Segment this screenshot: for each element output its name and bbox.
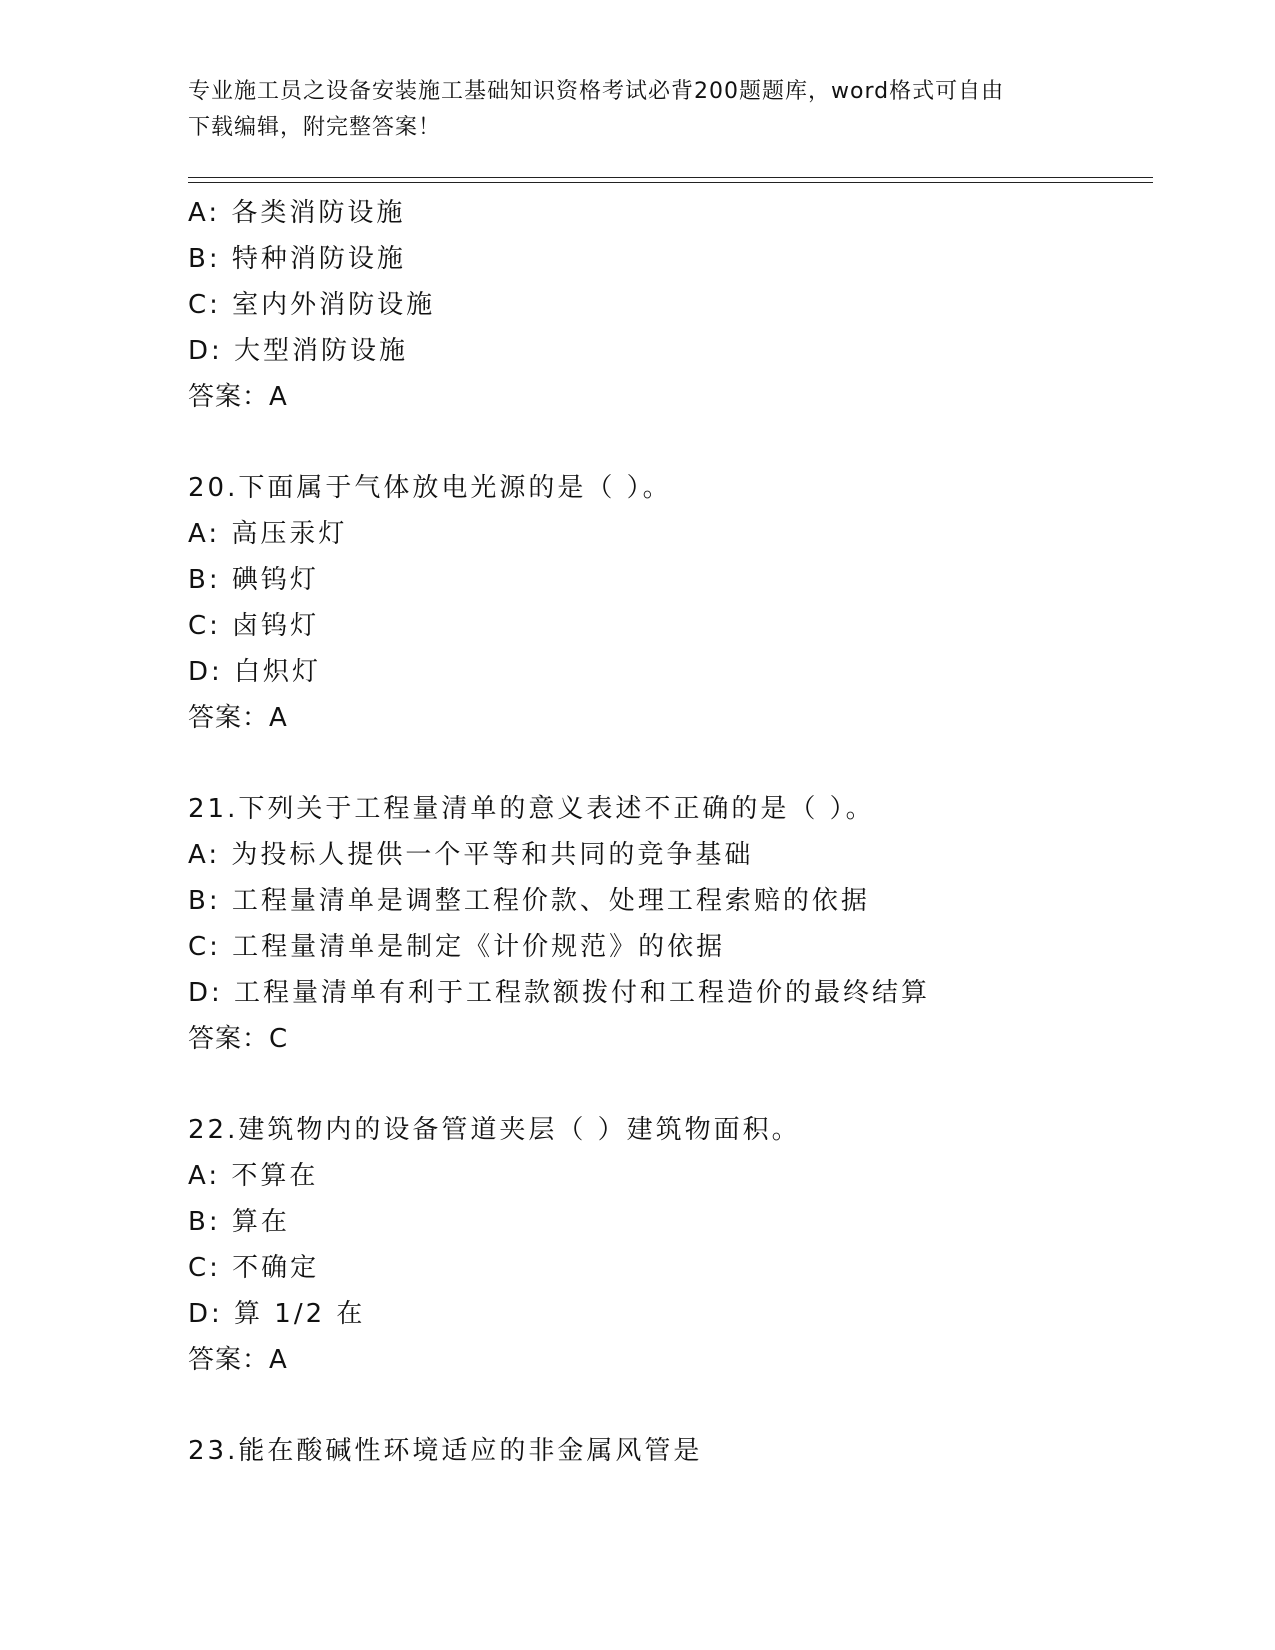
option-c: C: 室内外消防设施 (188, 290, 436, 320)
document-header (188, 74, 1088, 146)
answer-line: 答案：A (188, 1345, 288, 1375)
option-a: A: 不算在 (188, 1161, 319, 1191)
question-block-19 (188, 190, 1153, 420)
question-list (188, 190, 1153, 1474)
header-line-1: 专业施工员之设备安装施工基础知识资格考试必背200题题库，word格式可自由 (188, 79, 1005, 104)
option-b: B: 算在 (188, 1207, 290, 1237)
answer-line: 答案：A (188, 703, 288, 733)
question-block-21 (188, 786, 1153, 1062)
spacer (188, 741, 1153, 786)
answer-line: 答案：A (188, 382, 288, 412)
option-a: A: 为投标人提供一个平等和共同的竞争基础 (188, 840, 754, 870)
question-text: 21.下列关于工程量清单的意义表述不正确的是（ ）。 (188, 794, 875, 824)
option-d: D: 大型消防设施 (188, 336, 409, 366)
option-b: B: 碘钨灯 (188, 565, 319, 595)
option-a: A: 高压汞灯 (188, 519, 348, 549)
header-rule-bottom (188, 182, 1153, 183)
spacer (188, 1062, 1153, 1107)
answer-line: 答案：C (188, 1024, 289, 1054)
option-c: C: 不确定 (188, 1253, 320, 1283)
option-d: D: 工程量清单有利于工程款额拨付和工程造价的最终结算 (188, 978, 931, 1008)
option-b: B: 工程量清单是调整工程价款、处理工程索赔的依据 (188, 886, 870, 916)
question-block-22 (188, 1107, 1153, 1383)
question-block-23 (188, 1428, 1153, 1474)
question-text: 23.能在酸碱性环境适应的非金属风管是 (188, 1436, 703, 1466)
spacer (188, 1383, 1153, 1428)
option-d: D: 白炽灯 (188, 657, 322, 687)
question-text: 22.建筑物内的设备管道夹层（ ）建筑物面积。 (188, 1115, 801, 1145)
question-text: 20.下面属于气体放电光源的是（ ）。 (188, 473, 672, 503)
question-block-20 (188, 465, 1153, 741)
option-a: A: 各类消防设施 (188, 198, 406, 228)
option-d: D: 算 1/2 在 (188, 1299, 366, 1329)
option-c: C: 卤钨灯 (188, 611, 320, 641)
header-rule-top (188, 177, 1153, 178)
spacer (188, 420, 1153, 465)
option-c: C: 工程量清单是制定《计价规范》的依据 (188, 932, 726, 962)
header-line-2: 下载编辑，附完整答案！ (188, 115, 442, 140)
option-b: B: 特种消防设施 (188, 244, 406, 274)
